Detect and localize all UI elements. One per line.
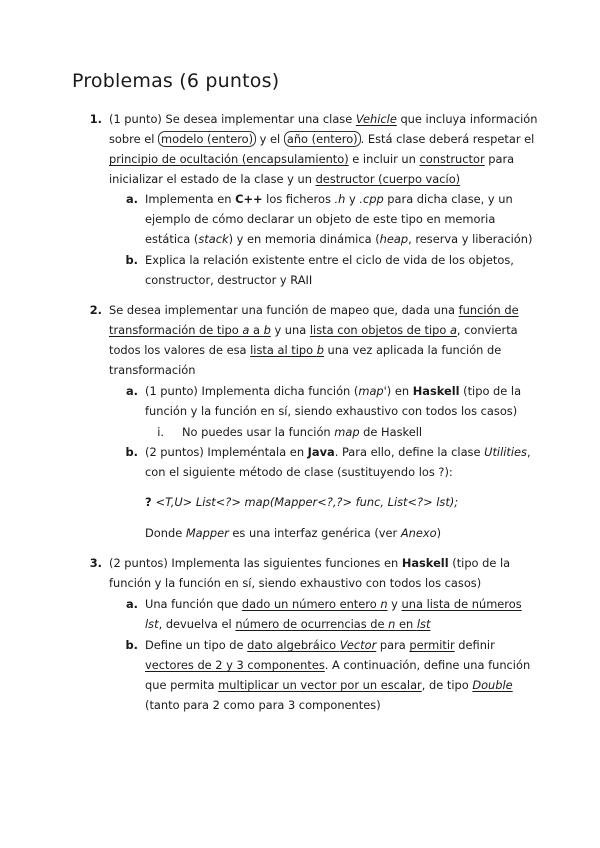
problem-3b-line-1: Define un tipo de dato algebráico Vector para permitir definir bbox=[145, 638, 495, 652]
problem-3a-line-2: lst, devuelva el número de ocurrencias de n en lst bbox=[145, 617, 431, 631]
problem-2b-label: b. bbox=[125, 445, 138, 459]
problem-3b-line-2: vectores de 2 y 3 componentes. A continuación, define una función bbox=[145, 658, 531, 672]
java-signature: ? <T,U> List<?> map(Mapper<?,?> func, List<?> lst); bbox=[145, 495, 459, 509]
problem-2-line-3: todos los valores de esa lista al tipo b una vez aplicada la función de bbox=[109, 343, 502, 357]
problem-2b-line-2: con el siguiente método de clase (sustituyendo los ?): bbox=[145, 465, 453, 479]
problem-3a-line-1: Una función que dado un número entero n y una lista de números bbox=[145, 597, 522, 611]
problem-1b-line-1: Explica la relación existente entre el ciclo de vida de los objetos, bbox=[145, 253, 514, 267]
problem-2a-line-1: (1 punto) Implementa dicha función (map') en Haskell (tipo de la bbox=[145, 384, 522, 398]
problem-2-line-4: transformación bbox=[109, 363, 196, 377]
problem-3-number: 3. bbox=[89, 556, 102, 570]
problem-2a-label: a. bbox=[125, 384, 138, 398]
problem-2a-i-line-1: No puedes usar la función map de Haskell bbox=[182, 425, 423, 439]
problem-2-number: 2. bbox=[89, 303, 102, 317]
problem-1b-line-2: constructor, destructor y RAII bbox=[145, 273, 313, 287]
section-title: Problemas (6 puntos) bbox=[72, 70, 280, 92]
problem-2-line-1: Se desea implementar una función de mapeo que, dada una función de bbox=[109, 303, 519, 317]
problem-1-line-1: (1 punto) Se desea implementar una clase Vehicle que incluya información bbox=[109, 112, 538, 126]
problem-1-line-4: inicializar el estado de la clase y un destructor (cuerpo vacío) bbox=[109, 172, 461, 186]
problem-1a-line-3: estática (stack) y en memoria dinámica (heap, reserva y liberación) bbox=[145, 232, 533, 246]
problem-2b-line-1: (2 puntos) Impleméntala en Java. Para ello, define la clase Utilities, bbox=[145, 445, 531, 459]
problem-2-line-2: transformación de tipo a a b y una lista con objetos de tipo a, convierta bbox=[109, 323, 518, 337]
problem-3-line-2: función y la función en sí, siendo exhaustivo con todos los casos) bbox=[109, 576, 482, 590]
problem-1a-line-1: Implementa en C++ los ficheros .h y .cpp para dicha clase, y un bbox=[145, 192, 513, 206]
problem-3b-line-3: que permita multiplicar un vector por un escalar, de tipo Double bbox=[145, 678, 513, 692]
problem-2a-i-label: i. bbox=[157, 425, 164, 439]
problem-1a-line-2: ejemplo de cómo declarar un objeto de este tipo en memoria bbox=[145, 212, 496, 226]
problem-3b-label: b. bbox=[125, 638, 138, 652]
problem-3-line-1: (2 puntos) Implementa las siguientes funciones en Haskell (tipo de la bbox=[109, 556, 511, 570]
problem-3b-line-4: (tanto para 2 como para 3 componentes) bbox=[145, 698, 381, 712]
problem-3a-label: a. bbox=[125, 597, 138, 611]
problem-2b-line-4: Donde Mapper es una interfaz genérica (ver Anexo) bbox=[145, 526, 442, 540]
problem-1-line-2: sobre el modelo (entero) y el año (entero) . Está clase deberá respetar el bbox=[109, 132, 535, 146]
problem-2a-line-2: función y la función en sí, siendo exhaustivo con todos los casos) bbox=[145, 404, 518, 418]
problem-1a-label: a. bbox=[125, 192, 138, 206]
problem-1b-label: b. bbox=[125, 253, 138, 267]
problem-1-number: 1. bbox=[89, 112, 102, 126]
problem-1-line-3: principio de ocultación (encapsulamiento) e incluir un constructor para bbox=[109, 152, 515, 166]
